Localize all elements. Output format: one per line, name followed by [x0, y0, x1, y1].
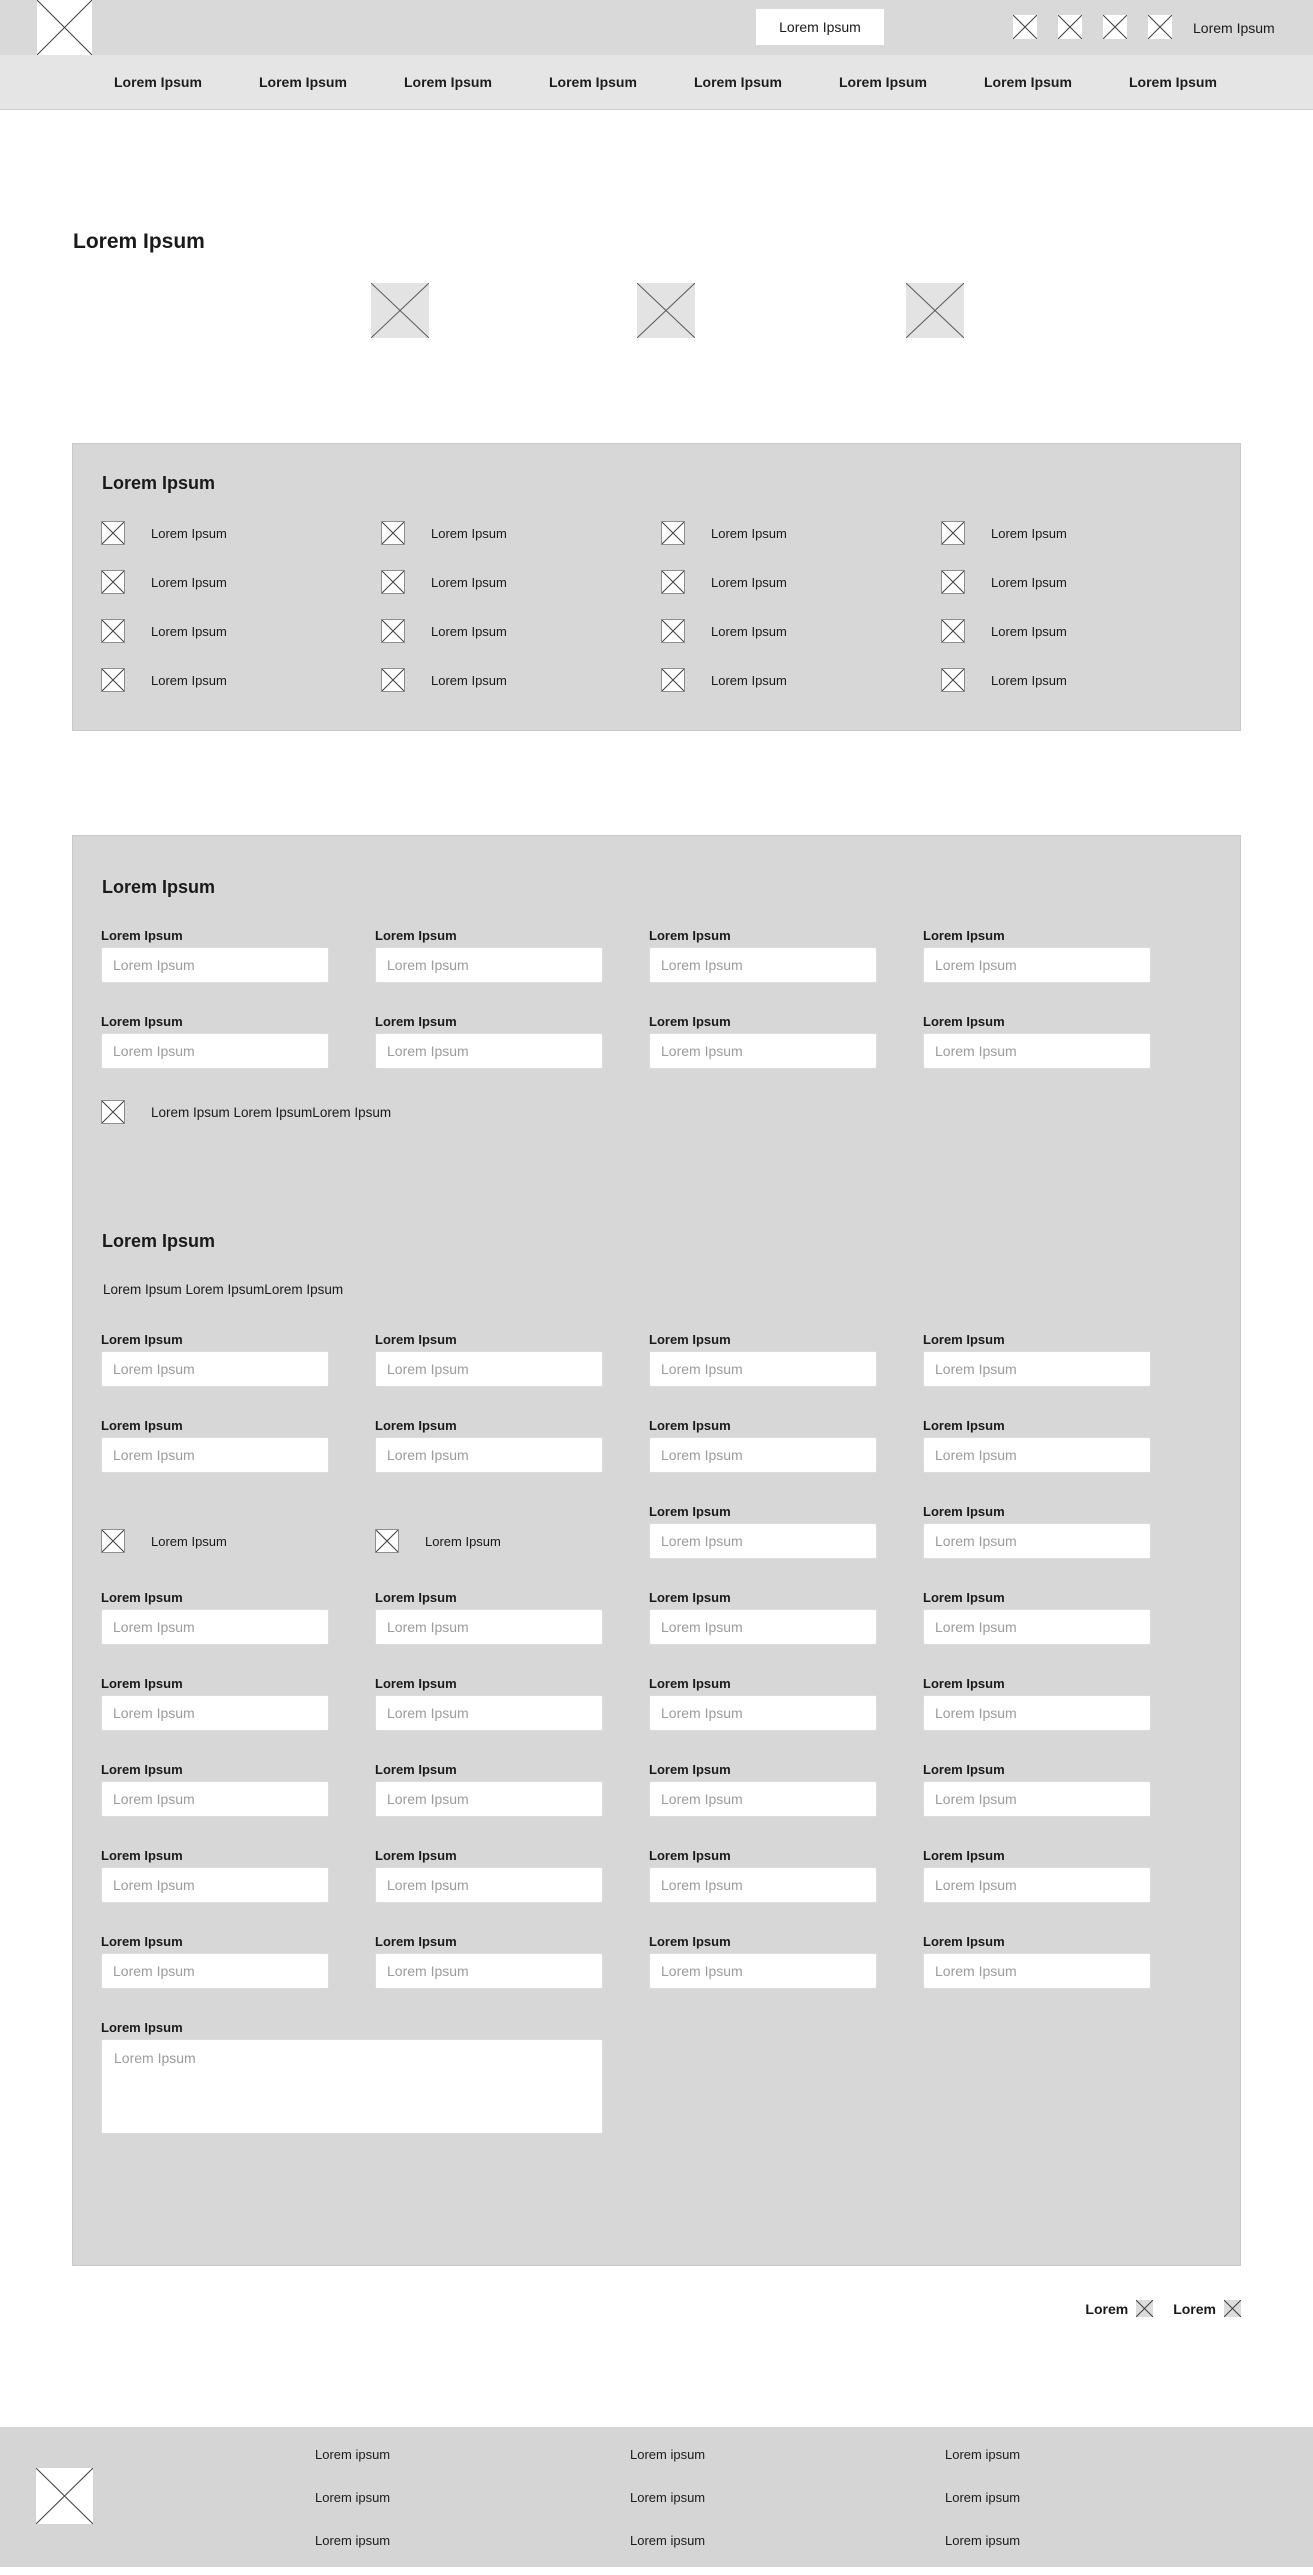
header-icon-group — [1013, 15, 1172, 39]
action-button-2[interactable] — [1173, 2300, 1241, 2317]
text-input[interactable] — [649, 1609, 877, 1645]
form-field — [649, 928, 877, 983]
form-field — [923, 1014, 1151, 1069]
checkbox-x-icon — [101, 570, 125, 594]
footer-link[interactable]: Lorem ipsum — [945, 2490, 1021, 2505]
form-field — [649, 1762, 877, 1817]
field-label: Lorem Ipsum — [649, 1590, 731, 1605]
text-input[interactable] — [923, 1351, 1151, 1387]
form-field — [923, 1676, 1151, 1731]
form-checkbox-option-1[interactable] — [101, 1523, 329, 1559]
form-field — [101, 928, 329, 983]
form-field — [649, 1590, 877, 1645]
checkbox-x-icon — [941, 521, 965, 545]
form-row — [101, 928, 1212, 983]
checkbox-x-icon — [941, 619, 965, 643]
form-field — [101, 1848, 329, 1903]
footer-link[interactable]: Lorem ipsum — [315, 2490, 391, 2505]
footer — [0, 2427, 1313, 2567]
form-field — [649, 1848, 877, 1903]
main-content — [72, 230, 1241, 2266]
nav-item-3[interactable]: Lorem Ipsum — [404, 74, 492, 90]
header-x-icon-1[interactable] — [1013, 15, 1037, 39]
option-label: Lorem Ipsum — [431, 525, 507, 541]
form-row — [101, 1418, 1212, 1473]
option-label: Lorem Ipsum — [151, 623, 227, 639]
form-field — [923, 1934, 1151, 1989]
form-row — [101, 1332, 1212, 1387]
image-placeholder-icon-3 — [906, 283, 964, 338]
text-input[interactable] — [923, 947, 1151, 983]
form-section2-subtitle: Lorem Ipsum Lorem IpsumLorem Ipsum — [103, 1282, 344, 1297]
field-label: Lorem Ipsum — [649, 928, 731, 943]
footer-link[interactable]: Lorem ipsum — [315, 2533, 391, 2548]
footer-links-column-3 — [945, 2446, 1020, 2575]
field-label: Lorem Ipsum — [649, 1934, 731, 1949]
checkbox-x-icon — [381, 668, 405, 692]
option-item-10[interactable] — [381, 619, 661, 643]
form-row — [101, 1590, 1212, 1645]
form-field — [649, 1332, 877, 1387]
field-label: Lorem Ipsum — [101, 1848, 183, 1863]
option-item-5[interactable] — [101, 570, 381, 594]
field-label: Lorem Ipsum — [101, 1590, 183, 1605]
footer-link[interactable]: Lorem ipsum — [945, 2533, 1021, 2548]
option-item-15[interactable] — [661, 668, 941, 692]
option-item-11[interactable] — [661, 619, 941, 643]
form-row — [101, 1762, 1212, 1817]
option-label: Lorem Ipsum — [151, 672, 227, 688]
option-item-7[interactable] — [661, 570, 941, 594]
form-field — [375, 1590, 603, 1645]
image-placeholder-icon-2 — [637, 283, 695, 338]
field-label: Lorem Ipsum — [649, 1418, 731, 1433]
text-input[interactable] — [649, 1523, 877, 1559]
form-row — [101, 1676, 1212, 1731]
nav-item-6[interactable]: Lorem Ipsum — [839, 74, 927, 90]
field-label: Lorem Ipsum — [923, 1014, 1005, 1029]
action-label: Lorem — [1173, 2300, 1216, 2317]
form-field — [923, 928, 1151, 983]
text-input[interactable] — [649, 1953, 877, 1989]
checkbox-x-icon — [661, 570, 685, 594]
field-label: Lorem Ipsum — [649, 1332, 731, 1347]
checkbox-label: Lorem Ipsum — [151, 1533, 227, 1549]
text-input[interactable] — [923, 1609, 1151, 1645]
checkbox-x-icon — [941, 668, 965, 692]
footer-link[interactable]: Lorem ipsum — [630, 2533, 706, 2548]
page-title: Lorem Ipsum — [73, 230, 205, 253]
footer-link[interactable]: Lorem ipsum — [630, 2447, 706, 2462]
footer-links-column-2 — [630, 2446, 705, 2575]
text-input[interactable] — [375, 1695, 603, 1731]
text-input[interactable] — [375, 1953, 603, 1989]
form-row — [101, 1934, 1212, 1989]
form-field — [101, 1762, 329, 1817]
text-input[interactable] — [375, 1351, 603, 1387]
text-input[interactable] — [375, 947, 603, 983]
form-field — [375, 1676, 603, 1731]
nav-item-8[interactable]: Lorem Ipsum — [1129, 74, 1217, 90]
option-item-12[interactable] — [941, 619, 1221, 643]
text-input[interactable] — [649, 1437, 877, 1473]
form-field — [375, 1934, 603, 1989]
header — [0, 0, 1313, 55]
nav-item-1[interactable]: Lorem Ipsum — [114, 74, 202, 90]
form-field — [101, 1676, 329, 1731]
option-item-8[interactable] — [941, 570, 1221, 594]
form-field — [923, 1332, 1151, 1387]
checkbox-note-label: Lorem Ipsum Lorem IpsumLorem Ipsum — [151, 1104, 392, 1120]
checkbox-x-icon — [375, 1529, 399, 1553]
field-label: Lorem Ipsum — [649, 1762, 731, 1777]
text-input[interactable] — [923, 1867, 1151, 1903]
field-label: Lorem Ipsum — [649, 1848, 731, 1863]
form-field — [923, 1504, 1151, 1559]
field-label: Lorem Ipsum — [375, 1934, 457, 1949]
field-label: Lorem Ipsum — [375, 1762, 457, 1777]
field-label: Lorem Ipsum — [923, 1332, 1005, 1347]
form-field — [375, 1418, 603, 1473]
field-label: Lorem Ipsum — [101, 1934, 183, 1949]
form-section1-title: Lorem Ipsum — [102, 877, 216, 897]
checkbox-x-icon — [381, 570, 405, 594]
header-x-icon-2[interactable] — [1058, 15, 1082, 39]
checkbox-x-icon — [941, 570, 965, 594]
text-input[interactable] — [649, 1695, 877, 1731]
form-field — [923, 1418, 1151, 1473]
checkbox-x-icon — [101, 1100, 125, 1124]
field-label: Lorem Ipsum — [101, 1014, 183, 1029]
option-item-3[interactable] — [661, 521, 941, 545]
search-box[interactable]: Lorem Ipsum — [756, 9, 884, 45]
text-input[interactable] — [923, 1781, 1151, 1817]
field-label: Lorem Ipsum — [375, 1014, 457, 1029]
form-panel — [72, 835, 1241, 2266]
form-section2-title: Lorem Ipsum — [102, 1231, 216, 1251]
text-input[interactable] — [101, 1033, 329, 1069]
option-label: Lorem Ipsum — [991, 525, 1067, 541]
nav-item-5[interactable]: Lorem Ipsum — [694, 74, 782, 90]
field-label: Lorem Ipsum — [923, 1504, 1005, 1519]
checkbox-x-icon — [661, 521, 685, 545]
field-label: Lorem Ipsum — [375, 1676, 457, 1691]
form-field — [923, 1762, 1151, 1817]
field-label: Lorem Ipsum — [375, 1848, 457, 1863]
form-field — [649, 1934, 877, 1989]
form-row-mixed — [101, 1504, 1212, 1559]
form-field — [923, 1848, 1151, 1903]
field-label: Lorem Ipsum — [923, 1848, 1005, 1863]
text-input[interactable] — [923, 1523, 1151, 1559]
form-field — [101, 1934, 329, 1989]
checkbox-field — [101, 1504, 329, 1559]
field-label: Lorem Ipsum — [923, 1762, 1005, 1777]
action-bar — [72, 2300, 1241, 2317]
text-input[interactable] — [923, 1437, 1151, 1473]
form-field — [101, 1332, 329, 1387]
option-label: Lorem Ipsum — [711, 525, 787, 541]
form-row — [101, 1848, 1212, 1903]
field-label: Lorem Ipsum — [101, 1676, 183, 1691]
logo-x-icon[interactable] — [37, 0, 92, 55]
form-field — [923, 1590, 1151, 1645]
field-label: Lorem Ipsum — [649, 1014, 731, 1029]
option-label: Lorem Ipsum — [431, 672, 507, 688]
checkbox-x-icon — [101, 668, 125, 692]
option-label: Lorem Ipsum — [711, 623, 787, 639]
text-input[interactable] — [101, 947, 329, 983]
field-label: Lorem Ipsum — [923, 1934, 1005, 1949]
option-item-14[interactable] — [381, 668, 661, 692]
header-x-icon-4[interactable] — [1148, 15, 1172, 39]
text-input[interactable] — [101, 1695, 329, 1731]
footer-link[interactable]: Lorem ipsum — [630, 2490, 706, 2505]
nav-item-7[interactable]: Lorem Ipsum — [984, 74, 1072, 90]
checkbox-label: Lorem Ipsum — [425, 1533, 501, 1549]
text-input[interactable] — [649, 1033, 877, 1069]
text-input[interactable] — [375, 1609, 603, 1645]
hero-images — [72, 283, 1241, 338]
action-button-1[interactable] — [1085, 2300, 1153, 2317]
field-label: Lorem Ipsum — [923, 928, 1005, 943]
text-input[interactable] — [375, 1867, 603, 1903]
form-field — [375, 1848, 603, 1903]
field-label: Lorem Ipsum — [101, 928, 183, 943]
footer-links-column-1 — [315, 2446, 390, 2575]
text-input[interactable] — [923, 1033, 1151, 1069]
option-label: Lorem Ipsum — [431, 574, 507, 590]
text-input[interactable] — [375, 1033, 603, 1069]
checkbox-x-icon — [661, 619, 685, 643]
image-placeholder-icon-1 — [371, 283, 429, 338]
action-label: Lorem — [1085, 2300, 1129, 2317]
text-input[interactable] — [101, 1437, 329, 1473]
option-item-6[interactable] — [381, 570, 661, 594]
field-label: Lorem Ipsum — [375, 1332, 457, 1347]
nav-item-2[interactable]: Lorem Ipsum — [259, 74, 347, 90]
form-field — [375, 928, 603, 983]
option-label: Lorem Ipsum — [991, 574, 1067, 590]
checkbox-x-icon — [381, 619, 405, 643]
textarea-label: Lorem Ipsum — [101, 2020, 183, 2035]
option-label: Lorem Ipsum — [711, 574, 787, 590]
field-label: Lorem Ipsum — [649, 1504, 731, 1519]
form-field — [101, 1590, 329, 1645]
field-label: Lorem Ipsum — [923, 1418, 1005, 1433]
textarea-field — [101, 2020, 1212, 2139]
form-field — [375, 1762, 603, 1817]
field-label: Lorem Ipsum — [649, 1676, 731, 1691]
account-label[interactable]: Lorem Ipsum — [1193, 19, 1275, 36]
text-input[interactable] — [101, 1609, 329, 1645]
form-field — [101, 1014, 329, 1069]
form-field — [649, 1504, 877, 1559]
field-label: Lorem Ipsum — [101, 1762, 183, 1777]
option-label: Lorem Ipsum — [991, 672, 1067, 688]
message-textarea[interactable] — [101, 2039, 603, 2134]
option-label: Lorem Ipsum — [431, 623, 507, 639]
checkbox-x-icon — [381, 521, 405, 545]
text-input[interactable] — [375, 1437, 603, 1473]
option-label: Lorem Ipsum — [711, 672, 787, 688]
options-panel-title: Lorem Ipsum — [102, 473, 216, 493]
main-nav — [0, 55, 1313, 110]
form-row — [101, 1014, 1212, 1069]
option-label: Lorem Ipsum — [151, 574, 227, 590]
action-x-icon — [1224, 2300, 1241, 2317]
text-input[interactable] — [649, 947, 877, 983]
checkbox-x-icon — [101, 619, 125, 643]
text-input[interactable] — [649, 1781, 877, 1817]
option-item-4[interactable] — [941, 521, 1221, 545]
field-label: Lorem Ipsum — [101, 1332, 183, 1347]
form-field — [649, 1014, 877, 1069]
form-field — [375, 1332, 603, 1387]
checkbox-x-icon — [661, 668, 685, 692]
field-label: Lorem Ipsum — [375, 928, 457, 943]
footer-link[interactable]: Lorem ipsum — [315, 2447, 391, 2462]
option-item-16[interactable] — [941, 668, 1221, 692]
text-input[interactable] — [923, 1695, 1151, 1731]
field-label: Lorem Ipsum — [923, 1590, 1005, 1605]
form-field — [101, 1418, 329, 1473]
checkbox-x-icon — [101, 1529, 125, 1553]
field-label: Lorem Ipsum — [375, 1590, 457, 1605]
footer-logo-x-icon[interactable] — [36, 2468, 93, 2524]
form-checkbox-option-2[interactable] — [375, 1523, 603, 1559]
option-item-2[interactable] — [381, 521, 661, 545]
text-input[interactable] — [375, 1781, 603, 1817]
text-input[interactable] — [649, 1351, 877, 1387]
field-label: Lorem Ipsum — [101, 1418, 183, 1433]
checkbox-x-icon — [101, 521, 125, 545]
header-x-icon-3[interactable] — [1103, 15, 1127, 39]
option-label: Lorem Ipsum — [151, 525, 227, 541]
text-input[interactable] — [101, 1867, 329, 1903]
option-item-13[interactable] — [101, 668, 381, 692]
option-item-1[interactable] — [101, 521, 381, 545]
nav-item-4[interactable]: Lorem Ipsum — [549, 74, 637, 90]
text-input[interactable] — [101, 1351, 329, 1387]
form-field — [649, 1418, 877, 1473]
options-panel — [72, 443, 1241, 731]
form-field — [649, 1676, 877, 1731]
option-label: Lorem Ipsum — [991, 623, 1067, 639]
form-field — [375, 1014, 603, 1069]
footer-link[interactable]: Lorem ipsum — [945, 2447, 1021, 2462]
options-grid — [101, 521, 1212, 692]
field-label: Lorem Ipsum — [375, 1418, 457, 1433]
field-label: Lorem Ipsum — [923, 1676, 1005, 1691]
checkbox-field — [375, 1504, 603, 1559]
text-input[interactable] — [101, 1953, 329, 1989]
text-input[interactable] — [101, 1781, 329, 1817]
form-checkbox-note[interactable] — [101, 1100, 1212, 1124]
option-item-9[interactable] — [101, 619, 381, 643]
text-input[interactable] — [923, 1953, 1151, 1989]
action-x-icon — [1136, 2300, 1153, 2317]
text-input[interactable] — [649, 1867, 877, 1903]
